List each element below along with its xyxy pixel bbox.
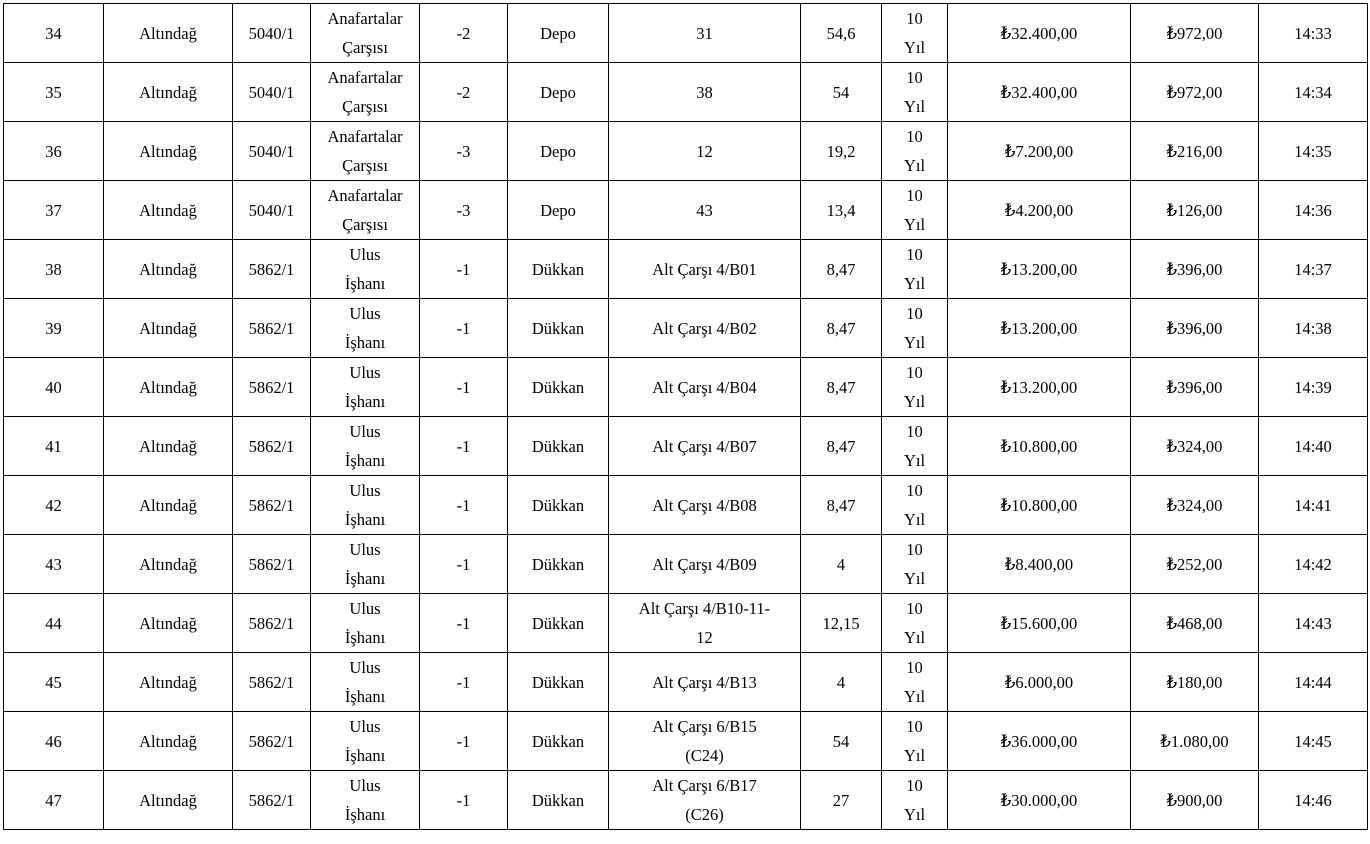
place-cell-line-1: Ulus: [349, 658, 381, 677]
district-cell: Altındağ: [104, 712, 233, 771]
unit-cell: [609, 417, 801, 476]
place-cell-line-2: İşhanı: [344, 805, 386, 824]
parcel-cell: 5862/1: [233, 535, 311, 594]
place-cell-line-1: Ulus: [349, 422, 381, 441]
table-row: [4, 771, 1368, 830]
type-cell: Dükkan: [508, 594, 609, 653]
row-number: 37: [4, 181, 104, 240]
parcel-cell: 5862/1: [233, 476, 311, 535]
term-cell-line-2: Yıl: [903, 392, 926, 411]
parcel-cell: 5040/1: [233, 122, 311, 181]
place-cell-line-1: Ulus: [349, 776, 381, 795]
row-number: 38: [4, 240, 104, 299]
term-cell-line-1: 10: [906, 127, 923, 146]
type-cell: Dükkan: [508, 771, 609, 830]
table-row: [4, 653, 1368, 712]
type-cell: Depo: [508, 181, 609, 240]
term-cell: [882, 299, 948, 358]
row-number: 44: [4, 594, 104, 653]
unit-cell-line-1: Alt Çarşı 6/B15: [652, 717, 757, 736]
type-cell: Depo: [508, 63, 609, 122]
place-cell: [311, 535, 420, 594]
deposit-cell: ₺126,00: [1131, 181, 1259, 240]
area-cell: 54,6: [801, 4, 882, 63]
term-cell-line-2: Yıl: [903, 628, 926, 647]
district-cell: Altındağ: [104, 653, 233, 712]
area-cell: 4: [801, 535, 882, 594]
unit-cell-line-2: 12: [696, 628, 713, 647]
place-cell: [311, 63, 420, 122]
table-row: [4, 240, 1368, 299]
rent-cell: ₺30.000,00: [948, 771, 1131, 830]
place-cell-line-1: Anafartalar: [327, 68, 403, 87]
floor-cell: -3: [420, 122, 508, 181]
deposit-cell: ₺324,00: [1131, 476, 1259, 535]
term-cell: [882, 653, 948, 712]
time-cell: 14:41: [1259, 476, 1368, 535]
place-cell-line-2: İşhanı: [344, 569, 386, 588]
time-cell: 14:44: [1259, 653, 1368, 712]
term-cell-line-2: Yıl: [903, 38, 926, 57]
place-cell: [311, 594, 420, 653]
parcel-cell: 5040/1: [233, 4, 311, 63]
unit-cell-line-1: Alt Çarşı 4/B02: [652, 318, 757, 338]
type-cell: Dükkan: [508, 240, 609, 299]
unit-cell: [609, 63, 801, 122]
unit-cell: [609, 712, 801, 771]
place-cell-line-1: Ulus: [349, 245, 381, 264]
term-cell-line-1: 10: [906, 540, 923, 559]
unit-cell: [609, 771, 801, 830]
place-cell-line-2: İşhanı: [344, 628, 386, 647]
parcel-cell: 5862/1: [233, 712, 311, 771]
floor-cell: -1: [420, 535, 508, 594]
rent-cell: ₺6.000,00: [948, 653, 1131, 712]
term-cell-line-1: 10: [906, 599, 923, 618]
deposit-cell: ₺216,00: [1131, 122, 1259, 181]
floor-cell: -1: [420, 358, 508, 417]
unit-cell: [609, 594, 801, 653]
deposit-cell: ₺396,00: [1131, 240, 1259, 299]
unit-cell-line-1: Alt Çarşı 4/B13: [652, 672, 757, 692]
term-cell: [882, 771, 948, 830]
place-cell-line-2: İşhanı: [344, 746, 386, 765]
term-cell-line-2: Yıl: [903, 156, 926, 175]
term-cell-line-2: Yıl: [903, 746, 926, 765]
term-cell: [882, 122, 948, 181]
area-cell: 8,47: [801, 417, 882, 476]
time-cell: 14:43: [1259, 594, 1368, 653]
parcel-cell: 5862/1: [233, 358, 311, 417]
term-cell-line-1: 10: [906, 68, 923, 87]
term-cell-line-2: Yıl: [903, 687, 926, 706]
time-cell: 14:36: [1259, 181, 1368, 240]
term-cell-line-2: Yıl: [903, 805, 926, 824]
place-cell: [311, 476, 420, 535]
unit-cell-line-2: (C26): [685, 805, 724, 824]
floor-cell: -2: [420, 63, 508, 122]
term-cell-line-2: Yıl: [903, 274, 926, 293]
term-cell: [882, 594, 948, 653]
place-cell-line-1: Ulus: [349, 481, 381, 500]
place-cell-line-2: İşhanı: [344, 451, 386, 470]
district-cell: Altındağ: [104, 122, 233, 181]
place-cell-line-1: Ulus: [349, 540, 381, 559]
deposit-cell: ₺252,00: [1131, 535, 1259, 594]
term-cell-line-1: 10: [906, 245, 923, 264]
term-cell: [882, 358, 948, 417]
rent-cell: ₺7.200,00: [948, 122, 1131, 181]
floor-cell: -1: [420, 712, 508, 771]
unit-cell: [609, 653, 801, 712]
time-cell: 14:39: [1259, 358, 1368, 417]
unit-cell-line-1: Alt Çarşı 4/B08: [652, 495, 757, 515]
place-cell-line-2: İşhanı: [344, 274, 386, 293]
place-cell-line-2: Çarşısı: [342, 156, 388, 175]
unit-cell-line-1: Alt Çarşı 6/B17: [652, 776, 757, 795]
term-cell-line-1: 10: [906, 304, 923, 323]
deposit-cell: ₺972,00: [1131, 63, 1259, 122]
place-cell: [311, 240, 420, 299]
area-cell: 8,47: [801, 358, 882, 417]
term-cell: [882, 417, 948, 476]
time-cell: 14:40: [1259, 417, 1368, 476]
area-cell: 54: [801, 63, 882, 122]
table-row: [4, 4, 1368, 63]
unit-cell-line-1: 38: [696, 82, 713, 102]
term-cell-line-2: Yıl: [903, 97, 926, 116]
term-cell-line-2: Yıl: [903, 451, 926, 470]
place-cell: [311, 358, 420, 417]
deposit-cell: ₺396,00: [1131, 358, 1259, 417]
time-cell: 14:33: [1259, 4, 1368, 63]
floor-cell: -1: [420, 771, 508, 830]
time-cell: 14:46: [1259, 771, 1368, 830]
row-number: 47: [4, 771, 104, 830]
term-cell: [882, 712, 948, 771]
time-cell: 14:37: [1259, 240, 1368, 299]
place-cell-line-1: Ulus: [349, 363, 381, 382]
type-cell: Dükkan: [508, 417, 609, 476]
floor-cell: -2: [420, 4, 508, 63]
unit-cell-line-1: 43: [696, 200, 713, 220]
district-cell: Altındağ: [104, 63, 233, 122]
deposit-cell: ₺900,00: [1131, 771, 1259, 830]
rent-cell: ₺10.800,00: [948, 476, 1131, 535]
unit-cell-line-1: Alt Çarşı 4/B01: [652, 259, 757, 279]
unit-cell: [609, 122, 801, 181]
place-cell-line-2: İşhanı: [344, 392, 386, 411]
term-cell-line-2: Yıl: [903, 333, 926, 352]
parcel-cell: 5040/1: [233, 63, 311, 122]
row-number: 39: [4, 299, 104, 358]
table-row: [4, 181, 1368, 240]
area-cell: 8,47: [801, 299, 882, 358]
place-cell: [311, 771, 420, 830]
table-row: [4, 476, 1368, 535]
row-number: 46: [4, 712, 104, 771]
floor-cell: -1: [420, 653, 508, 712]
rent-cell: ₺15.600,00: [948, 594, 1131, 653]
rent-cell: ₺36.000,00: [948, 712, 1131, 771]
term-cell-line-1: 10: [906, 363, 923, 382]
place-cell-line-1: Ulus: [349, 304, 381, 323]
term-cell-line-1: 10: [906, 186, 923, 205]
term-cell: [882, 476, 948, 535]
place-cell-line-1: Ulus: [349, 599, 381, 618]
parcel-cell: 5040/1: [233, 181, 311, 240]
term-cell: [882, 63, 948, 122]
deposit-cell: ₺972,00: [1131, 4, 1259, 63]
unit-cell: [609, 358, 801, 417]
type-cell: Dükkan: [508, 712, 609, 771]
tender-table: [3, 3, 1368, 830]
rent-cell: ₺13.200,00: [948, 299, 1131, 358]
place-cell: [311, 299, 420, 358]
place-cell-line-1: Anafartalar: [327, 127, 403, 146]
term-cell-line-1: 10: [906, 717, 923, 736]
place-cell: [311, 4, 420, 63]
unit-cell-line-1: 12: [696, 141, 713, 161]
district-cell: Altındağ: [104, 4, 233, 63]
term-cell-line-1: 10: [906, 481, 923, 500]
unit-cell-line-1: Alt Çarşı 4/B10-11-: [638, 599, 771, 618]
place-cell: [311, 653, 420, 712]
area-cell: 8,47: [801, 476, 882, 535]
row-number: 35: [4, 63, 104, 122]
type-cell: Dükkan: [508, 535, 609, 594]
place-cell-line-2: İşhanı: [344, 687, 386, 706]
district-cell: Altındağ: [104, 240, 233, 299]
table-row: [4, 63, 1368, 122]
place-cell: [311, 181, 420, 240]
unit-cell: [609, 181, 801, 240]
table-row: [4, 712, 1368, 771]
term-cell: [882, 4, 948, 63]
table-row: [4, 358, 1368, 417]
table-row: [4, 535, 1368, 594]
term-cell-line-1: 10: [906, 9, 923, 28]
term-cell-line-1: 10: [906, 422, 923, 441]
district-cell: Altındağ: [104, 358, 233, 417]
place-cell-line-1: Anafartalar: [327, 9, 403, 28]
place-cell-line-2: Çarşısı: [342, 215, 388, 234]
area-cell: 19,2: [801, 122, 882, 181]
unit-cell-line-2: (C24): [685, 746, 724, 765]
deposit-cell: ₺396,00: [1131, 299, 1259, 358]
type-cell: Dükkan: [508, 299, 609, 358]
row-number: 40: [4, 358, 104, 417]
term-cell-line-2: Yıl: [903, 215, 926, 234]
district-cell: Altındağ: [104, 594, 233, 653]
area-cell: 4: [801, 653, 882, 712]
term-cell-line-1: 10: [906, 776, 923, 795]
rent-cell: ₺10.800,00: [948, 417, 1131, 476]
term-cell-line-2: Yıl: [903, 510, 926, 529]
parcel-cell: 5862/1: [233, 653, 311, 712]
type-cell: Depo: [508, 122, 609, 181]
place-cell-line-2: İşhanı: [344, 333, 386, 352]
time-cell: 14:34: [1259, 63, 1368, 122]
row-number: 36: [4, 122, 104, 181]
deposit-cell: ₺180,00: [1131, 653, 1259, 712]
row-number: 42: [4, 476, 104, 535]
table-row: [4, 299, 1368, 358]
area-cell: 54: [801, 712, 882, 771]
floor-cell: -1: [420, 299, 508, 358]
term-cell: [882, 181, 948, 240]
floor-cell: -1: [420, 476, 508, 535]
parcel-cell: 5862/1: [233, 594, 311, 653]
floor-cell: -1: [420, 594, 508, 653]
place-cell-line-2: Çarşısı: [342, 38, 388, 57]
term-cell: [882, 535, 948, 594]
area-cell: 13,4: [801, 181, 882, 240]
unit-cell-line-1: Alt Çarşı 4/B07: [652, 436, 757, 456]
parcel-cell: 5862/1: [233, 417, 311, 476]
rent-cell: ₺32.400,00: [948, 4, 1131, 63]
term-cell-line-1: 10: [906, 658, 923, 677]
district-cell: Altındağ: [104, 299, 233, 358]
place-cell: [311, 122, 420, 181]
place-cell: [311, 712, 420, 771]
parcel-cell: 5862/1: [233, 299, 311, 358]
area-cell: 8,47: [801, 240, 882, 299]
unit-cell-line-1: Alt Çarşı 4/B09: [652, 554, 757, 574]
rent-cell: ₺32.400,00: [948, 63, 1131, 122]
row-number: 41: [4, 417, 104, 476]
term-cell: [882, 240, 948, 299]
district-cell: Altındağ: [104, 771, 233, 830]
rent-cell: ₺4.200,00: [948, 181, 1131, 240]
unit-cell: [609, 299, 801, 358]
table-row: [4, 594, 1368, 653]
type-cell: Dükkan: [508, 358, 609, 417]
place-cell-line-2: İşhanı: [344, 510, 386, 529]
floor-cell: -1: [420, 417, 508, 476]
deposit-cell: ₺1.080,00: [1131, 712, 1259, 771]
time-cell: 14:45: [1259, 712, 1368, 771]
deposit-cell: ₺324,00: [1131, 417, 1259, 476]
term-cell-line-2: Yıl: [903, 569, 926, 588]
place-cell-line-2: Çarşısı: [342, 97, 388, 116]
district-cell: Altındağ: [104, 417, 233, 476]
row-number: 43: [4, 535, 104, 594]
row-number: 34: [4, 4, 104, 63]
unit-cell-line-1: Alt Çarşı 4/B04: [652, 377, 757, 397]
district-cell: Altındağ: [104, 476, 233, 535]
time-cell: 14:35: [1259, 122, 1368, 181]
parcel-cell: 5862/1: [233, 240, 311, 299]
table-body: [4, 4, 1368, 830]
type-cell: Depo: [508, 4, 609, 63]
place-cell-line-1: Anafartalar: [327, 186, 403, 205]
parcel-cell: 5862/1: [233, 771, 311, 830]
time-cell: 14:42: [1259, 535, 1368, 594]
type-cell: Dükkan: [508, 653, 609, 712]
time-cell: 14:38: [1259, 299, 1368, 358]
unit-cell: [609, 4, 801, 63]
area-cell: 27: [801, 771, 882, 830]
unit-cell: [609, 476, 801, 535]
unit-cell-line-1: 31: [696, 23, 713, 43]
district-cell: Altındağ: [104, 181, 233, 240]
unit-cell: [609, 535, 801, 594]
table-row: [4, 122, 1368, 181]
rent-cell: ₺13.200,00: [948, 358, 1131, 417]
floor-cell: -1: [420, 240, 508, 299]
rent-cell: ₺8.400,00: [948, 535, 1131, 594]
floor-cell: -3: [420, 181, 508, 240]
deposit-cell: ₺468,00: [1131, 594, 1259, 653]
place-cell: [311, 417, 420, 476]
district-cell: Altındağ: [104, 535, 233, 594]
row-number: 45: [4, 653, 104, 712]
area-cell: 12,15: [801, 594, 882, 653]
table-row: [4, 417, 1368, 476]
unit-cell: [609, 240, 801, 299]
place-cell-line-1: Ulus: [349, 717, 381, 736]
type-cell: Dükkan: [508, 476, 609, 535]
rent-cell: ₺13.200,00: [948, 240, 1131, 299]
